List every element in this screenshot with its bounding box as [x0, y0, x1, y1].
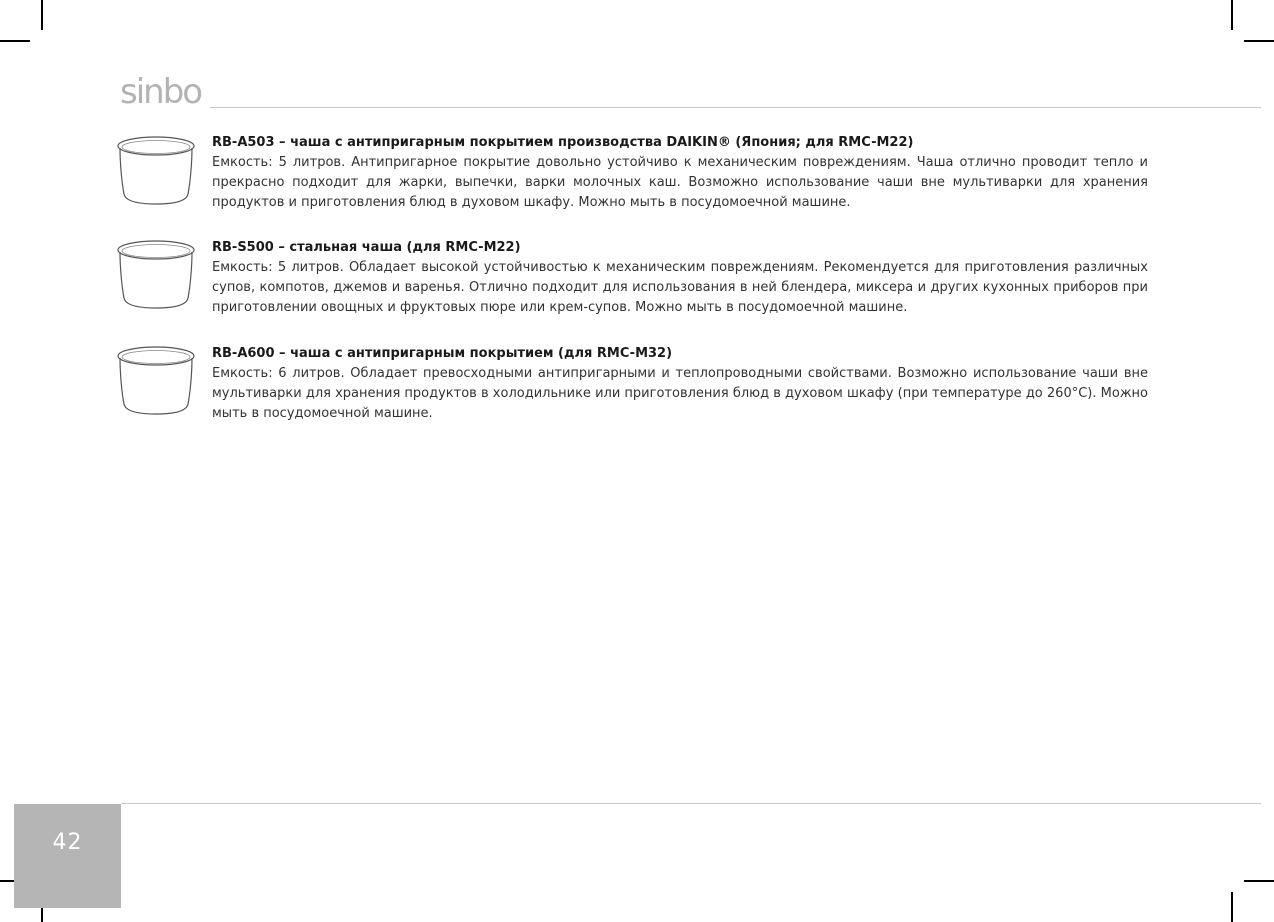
- crop-mark: [1231, 892, 1233, 922]
- header-divider: [210, 107, 1261, 108]
- crop-mark: [1231, 0, 1233, 30]
- product-description: Емкость: 5 литров. Обладает высокой устойчивостью к механическим повреждениям. Рекомендуется для приготовления различных супов, компотов, джемов и варенья. Отлично подходит для использования в ней блендера, миксера и других кухонных приборов при приготовлении овощных и фруктовых пюре или крем-супов. Можно мыть в посудомоечной машине.: [212, 260, 1148, 315]
- bowl-icon: [116, 344, 196, 416]
- product-description: Емкость: 5 литров. Антипригарное покрытие довольно устойчиво к механическим повреждениям. Чаша отлично проводит тепло и прекрасно подходит для жарки, выпечки, варки молочных каш. Возможно использование чаши вне мультиварки для хранения продуктов и приготовления блюд в духовом шкафу. Можно мыть в посудомоечной машине.: [212, 155, 1148, 210]
- crop-mark: [41, 0, 43, 30]
- product-title: RB-S500 – стальная чаша (для RMC-M22): [212, 240, 521, 255]
- product-title: RB-A503 – чаша с антипригарным покрытием производства DAIKIN® (Япония; для RMC-M22): [212, 135, 914, 150]
- footer-divider: [121, 803, 1261, 804]
- brand-logo: [120, 70, 212, 106]
- svg-text:sinbo: sinbo: [120, 72, 202, 106]
- page-number: 42: [52, 830, 83, 855]
- product-title: RB-A600 – чаша с антипригарным покрытием (для RMC-M32): [212, 346, 673, 361]
- bowl-icon: [116, 134, 196, 206]
- crop-mark: [1244, 880, 1274, 882]
- crop-mark: [1244, 40, 1274, 42]
- page-number-box: [14, 804, 121, 908]
- crop-mark: [0, 40, 30, 42]
- product-description: Емкость: 6 литров. Обладает превосходными антипригарными и теплопроводными свойствами. Возможно использование чаши вне мультиварки для хранения продуктов в холодильнике или приготовления блюд в духовом шкафу (при температуре до 260°C). Можно мыть в посудомоечной машине.: [212, 366, 1148, 421]
- bowl-icon: [116, 238, 196, 310]
